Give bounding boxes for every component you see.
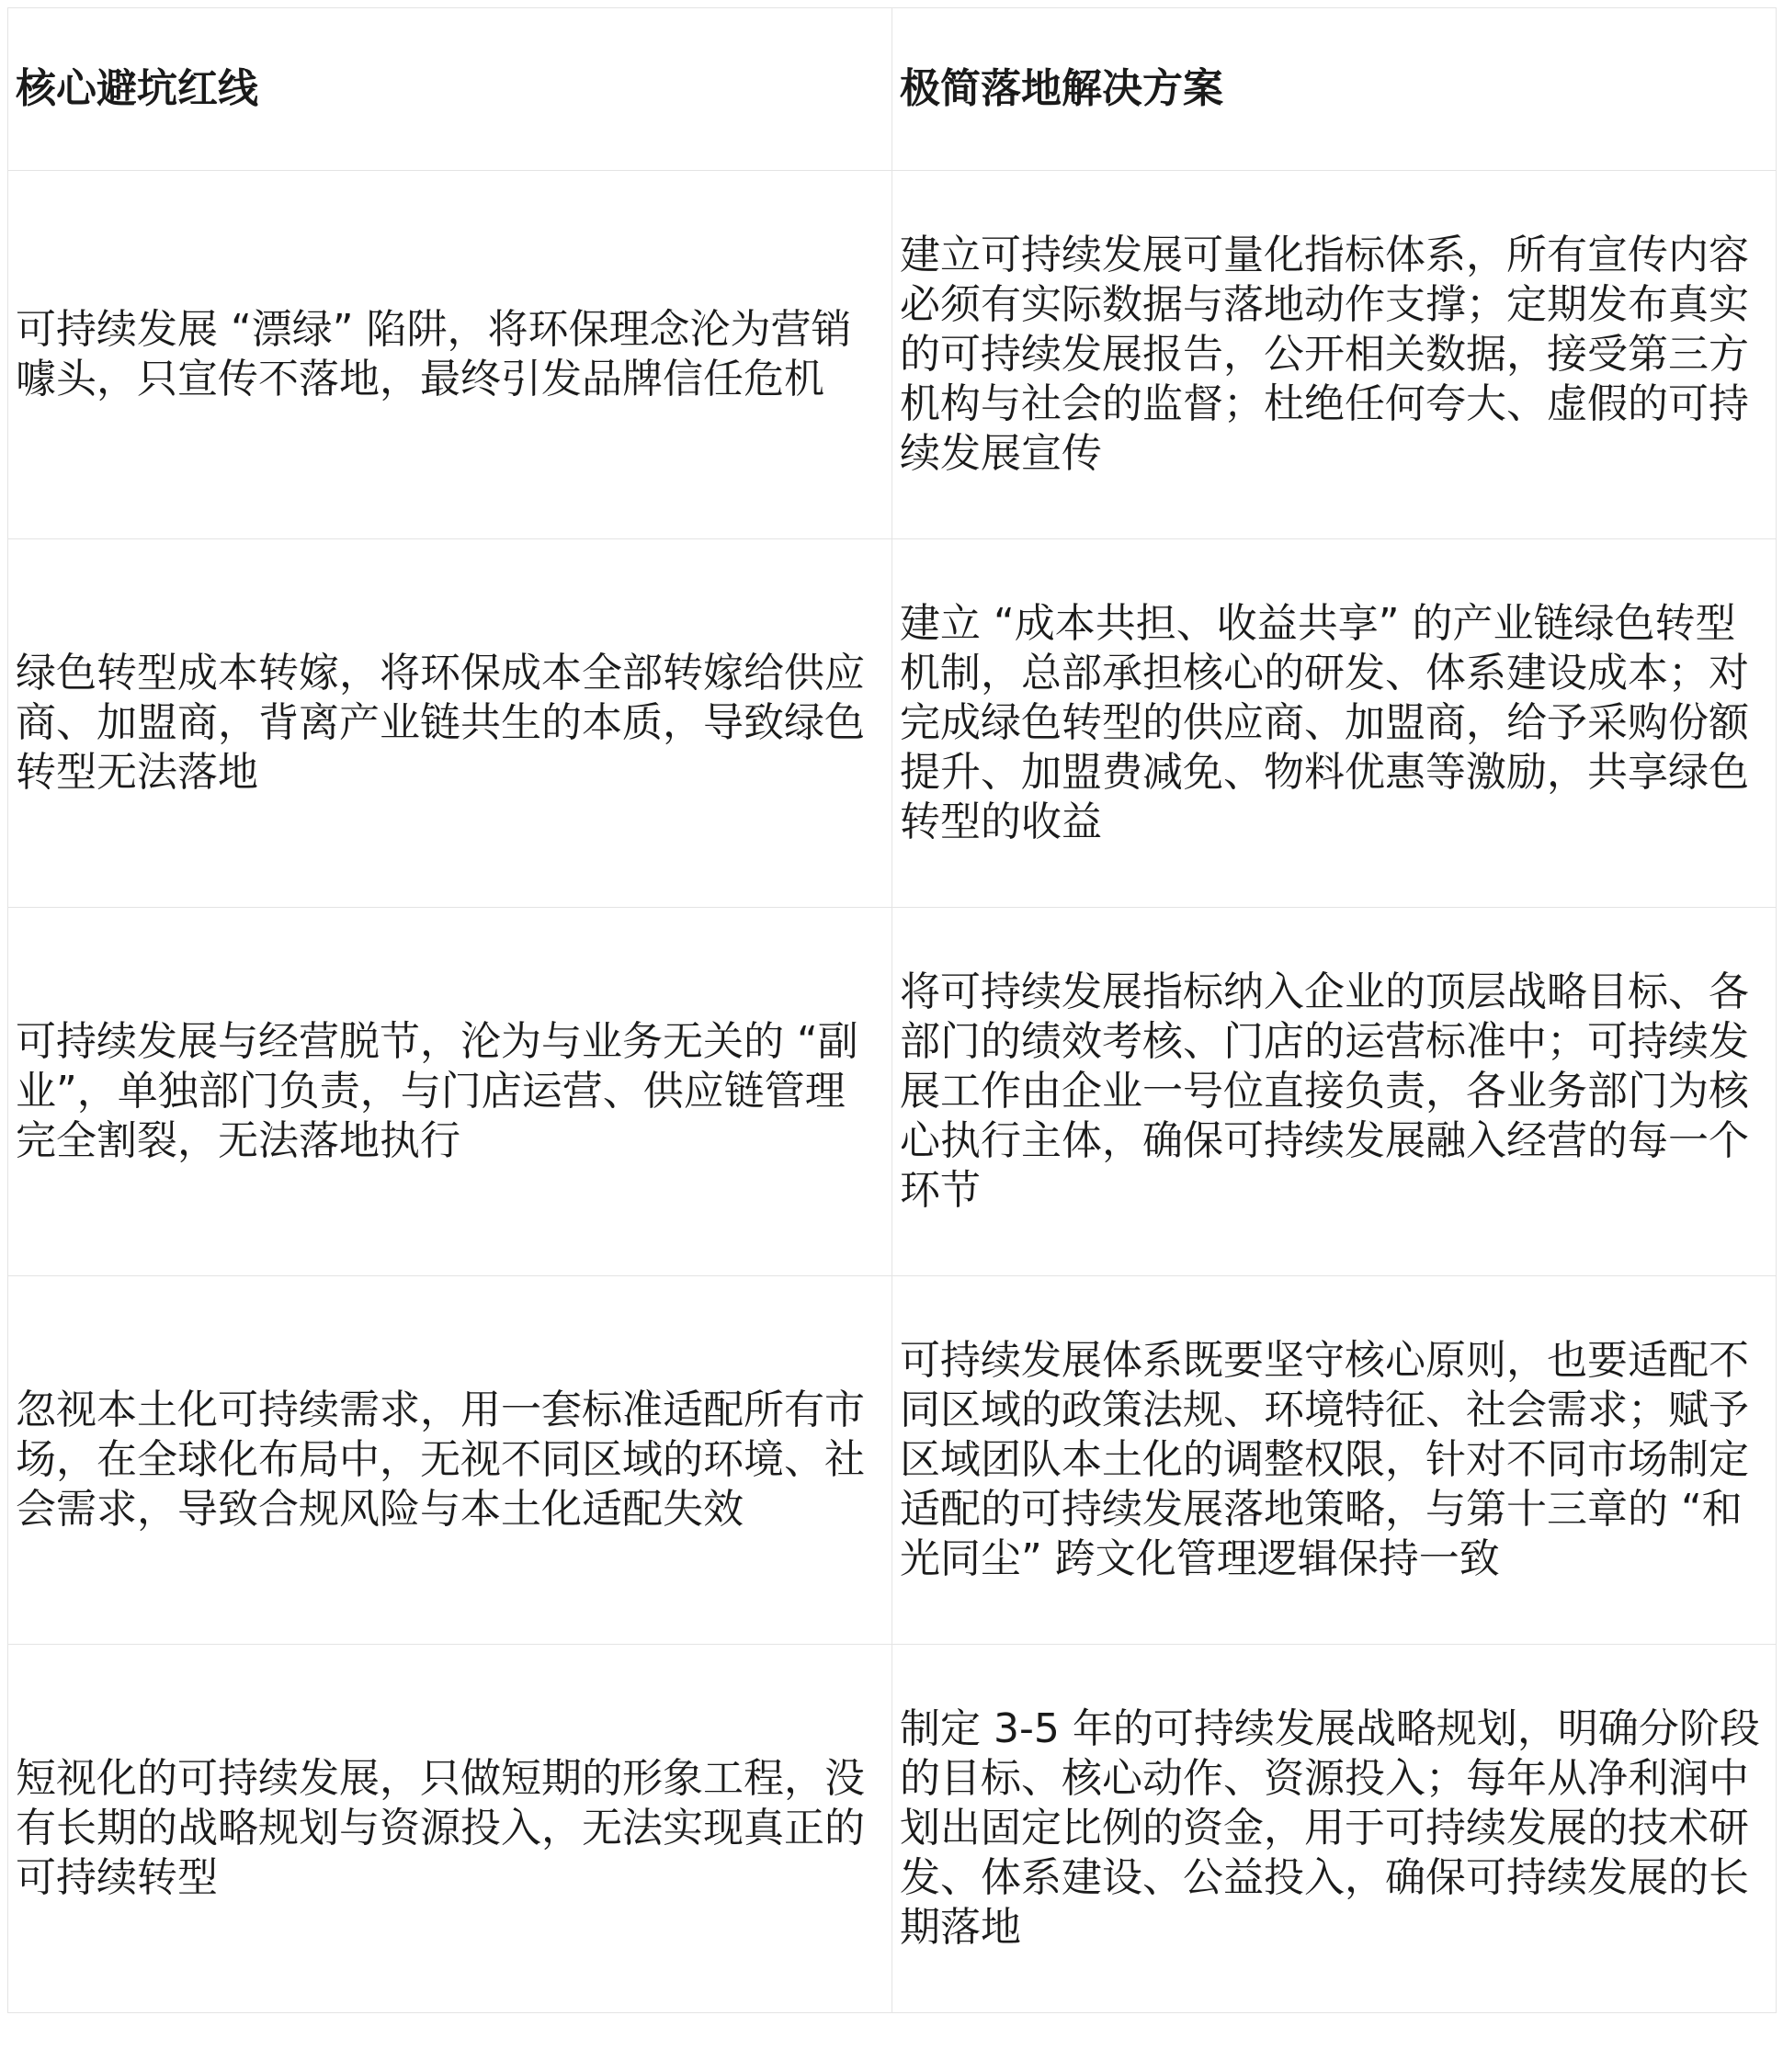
table-header-row — [8, 8, 1777, 171]
table-row — [8, 1645, 1777, 2013]
pitfall-solution-table — [7, 7, 1777, 2013]
header-solution: 极简落地解决方案 — [892, 8, 1777, 171]
pitfall-cell: 可持续发展 “漂绿” 陷阱，将环保理念沦为营销噱头，只宣传不落地，最终引发品牌信任危机 — [8, 171, 892, 539]
pitfall-cell: 短视化的可持续发展，只做短期的形象工程，没有长期的战略规划与资源投入，无法实现真正的可持续转型 — [8, 1645, 892, 2013]
solution-cell: 制定 3-5 年的可持续发展战略规划，明确分阶段的目标、核心动作、资源投入；每年从净利润中划出固定比例的资金，用于可持续发展的技术研发、体系建设、公益投入，确保可持续发展的长期落地 — [892, 1645, 1777, 2013]
pitfall-cell: 可持续发展与经营脱节，沦为与业务无关的 “副业”，单独部门负责，与门店运营、供应链管理完全割裂，无法落地执行 — [8, 908, 892, 1276]
pitfall-cell: 绿色转型成本转嫁，将环保成本全部转嫁给供应商、加盟商，背离产业链共生的本质，导致绿色转型无法落地 — [8, 539, 892, 908]
table-row — [8, 1276, 1777, 1645]
table-row — [8, 908, 1777, 1276]
pitfall-cell: 忽视本土化可持续需求，用一套标准适配所有市场，在全球化布局中，无视不同区域的环境、社会需求，导致合规风险与本土化适配失效 — [8, 1276, 892, 1645]
solution-cell: 建立可持续发展可量化指标体系，所有宣传内容必须有实际数据与落地动作支撑；定期发布真实的可持续发展报告，公开相关数据，接受第三方机构与社会的监督；杜绝任何夸大、虚假的可持续发展宣传 — [892, 171, 1777, 539]
header-pitfall: 核心避坑红线 — [8, 8, 892, 171]
solution-cell: 将可持续发展指标纳入企业的顶层战略目标、各部门的绩效考核、门店的运营标准中；可持续发展工作由企业一号位直接负责，各业务部门为核心执行主体，确保可持续发展融入经营的每一个环节 — [892, 908, 1777, 1276]
table-row — [8, 171, 1777, 539]
solution-cell: 建立 “成本共担、收益共享” 的产业链绿色转型机制，总部承担核心的研发、体系建设成本；对完成绿色转型的供应商、加盟商，给予采购份额提升、加盟费减免、物料优惠等激励，共享绿色转型的收益 — [892, 539, 1777, 908]
solution-cell: 可持续发展体系既要坚守核心原则，也要适配不同区域的政策法规、环境特征、社会需求；赋予区域团队本土化的调整权限，针对不同市场制定适配的可持续发展落地策略，与第十三章的 “和光同尘” 跨文化管理逻辑保持一致 — [892, 1276, 1777, 1645]
table-row — [8, 539, 1777, 908]
